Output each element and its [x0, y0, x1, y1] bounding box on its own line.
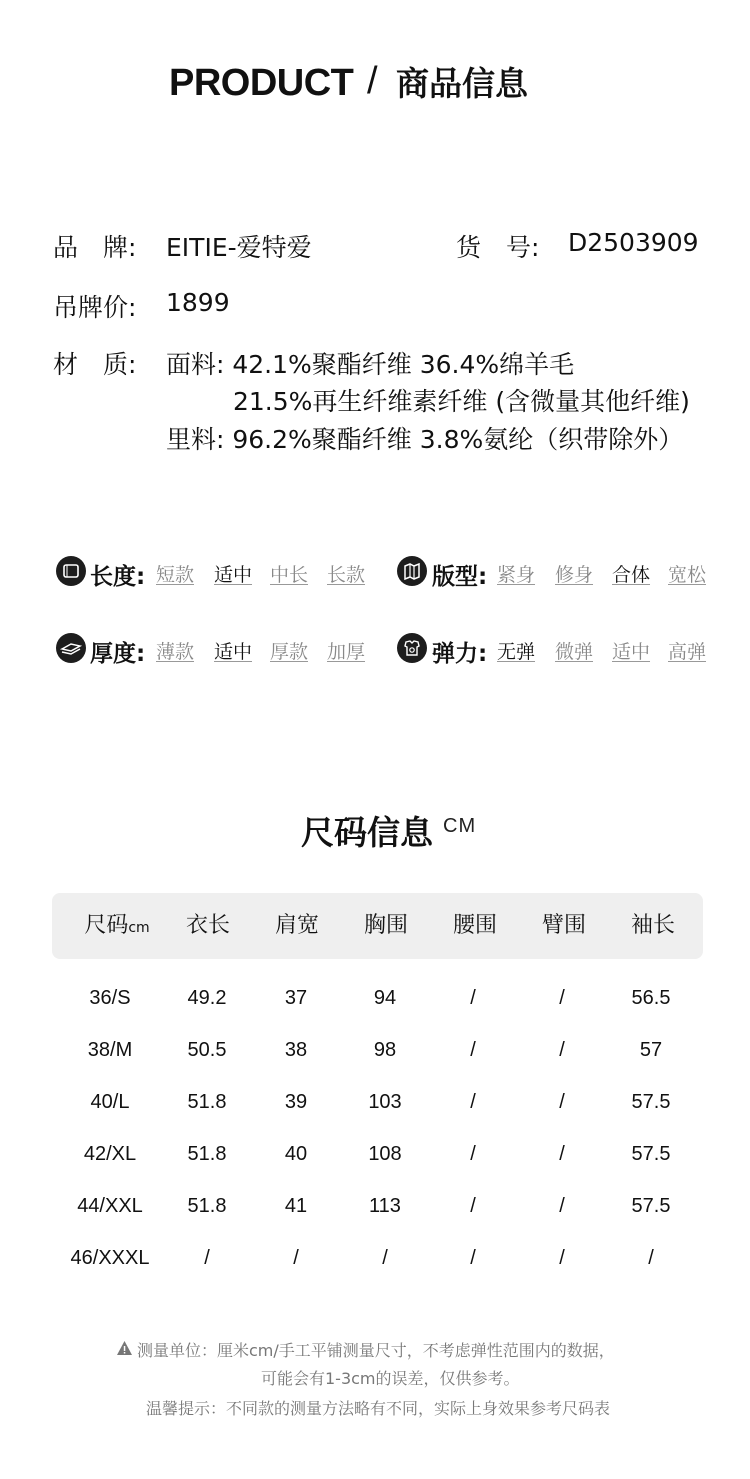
table-cell: 57: [639, 1039, 663, 1061]
fit-option-loose: 宽松: [668, 564, 707, 586]
warning-icon: [116, 1340, 133, 1356]
table-cell: /: [470, 987, 476, 1009]
table-cell: /: [470, 1195, 476, 1217]
material-label: 材 质:: [53, 350, 137, 379]
table-cell: /: [382, 1247, 388, 1269]
fabric-line-1: 面料: 42.1%聚酯纤维 36.4%绵羊毛: [166, 350, 575, 379]
elasticity-icon: [397, 633, 427, 663]
thickness-icon: [56, 633, 86, 663]
table-cell: 57.5: [631, 1091, 671, 1113]
table-cell-size: 38/M: [87, 1039, 133, 1061]
table-cell: 98: [373, 1039, 397, 1061]
header-size-unit: cm: [128, 920, 150, 936]
sku-value: D2503909: [568, 228, 699, 257]
thickness-option-thick: 厚款: [270, 641, 309, 663]
note-line-2: 可能会有1-3cm的误差，仅供参考。: [261, 1369, 520, 1388]
table-cell-size: 44/XXL: [77, 1195, 143, 1217]
size-table-header: [52, 893, 703, 959]
table-cell: /: [470, 1247, 476, 1269]
table-cell: 51.8: [187, 1195, 227, 1217]
thickness-option-medium: 适中: [214, 641, 253, 663]
elasticity-label: 弹力:: [432, 641, 488, 667]
table-cell-size: 40/L: [90, 1091, 130, 1113]
table-cell: 50.5: [187, 1039, 227, 1061]
table-cell: 57.5: [631, 1143, 671, 1165]
fit-label: 版型:: [432, 564, 488, 590]
header-separator: /: [367, 60, 378, 102]
thickness-option-extra-thick: 加厚: [327, 641, 366, 663]
elasticity-option-slight: 微弹: [555, 641, 594, 663]
header-title-en: PRODUCT: [169, 62, 354, 104]
price-value: 1899: [166, 288, 230, 317]
header-cell: 腰围: [452, 913, 497, 938]
table-cell: 57.5: [631, 1195, 671, 1217]
table-cell: /: [204, 1247, 210, 1269]
header-cell: 袖长: [630, 913, 675, 938]
fit-option-regular: 合体: [612, 564, 651, 586]
table-cell: 94: [373, 987, 397, 1009]
brand-label: 品 牌:: [53, 233, 137, 262]
thickness-label: 厚度:: [90, 641, 146, 667]
table-cell: /: [559, 1247, 565, 1269]
table-cell: 38: [284, 1039, 308, 1061]
table-cell: 103: [368, 1091, 402, 1113]
length-option-midlong: 中长: [270, 564, 309, 586]
fabric-line-2: 21.5%再生纤维素纤维 (含微量其他纤维): [233, 387, 690, 416]
elasticity-option-medium: 适中: [612, 641, 651, 663]
header-title-cn: 商品信息: [396, 64, 528, 103]
length-option-short: 短款: [156, 564, 195, 586]
header-cell: 肩宽: [274, 913, 319, 938]
table-cell: 39: [284, 1091, 308, 1113]
size-unit: CM: [443, 815, 477, 837]
table-cell: /: [559, 1039, 565, 1061]
table-cell: 51.8: [187, 1091, 227, 1113]
sku-label: 货 号:: [456, 233, 540, 262]
header-cell: 臂围: [541, 913, 586, 938]
elasticity-option-none: 无弹: [497, 641, 536, 663]
header-size-label: 尺码: [84, 913, 129, 938]
table-cell: 56.5: [631, 987, 671, 1009]
table-cell: /: [559, 1195, 565, 1217]
table-cell: /: [559, 1143, 565, 1165]
table-cell: 113: [369, 1195, 401, 1217]
note-line-1: 测量单位：厘米cm/手工平铺测量尺寸，不考虑弹性范围内的数据，: [137, 1341, 615, 1360]
table-cell: /: [559, 1091, 565, 1113]
elasticity-option-high: 高弹: [668, 641, 707, 663]
header-cell: 衣长: [185, 913, 230, 938]
length-option-medium: 适中: [214, 564, 253, 586]
table-cell-size: 42/XL: [83, 1143, 137, 1165]
table-cell: /: [470, 1091, 476, 1113]
fit-icon: [397, 556, 427, 586]
table-cell: /: [470, 1143, 476, 1165]
lining-line: 里料: 96.2%聚酯纤维 3.8%氨纶（织带除外）: [166, 425, 684, 454]
thickness-option-thin: 薄款: [156, 641, 195, 663]
brand-value: EITIE-爱特爱: [166, 233, 312, 262]
table-cell: 41: [284, 1195, 308, 1217]
price-label: 吊牌价:: [53, 293, 137, 322]
table-cell: 37: [284, 987, 308, 1009]
note-line-3: 温馨提示：不同款的测量方法略有不同，实际上身效果参考尺码表: [146, 1399, 611, 1418]
table-cell: /: [559, 987, 565, 1009]
fit-option-tight: 紧身: [497, 564, 536, 586]
size-title: 尺码信息: [301, 813, 433, 852]
header-cell: 胸围: [363, 913, 408, 938]
table-cell: 108: [368, 1143, 402, 1165]
table-cell: /: [470, 1039, 476, 1061]
length-label: 长度:: [90, 564, 146, 590]
table-cell-size: 36/S: [89, 987, 131, 1009]
length-option-long: 长款: [327, 564, 366, 586]
table-cell-size: 46/XXXL: [70, 1247, 150, 1269]
table-cell: /: [648, 1247, 654, 1269]
table-cell: /: [293, 1247, 299, 1269]
page-header: [0, 58, 750, 108]
fit-option-slim: 修身: [555, 564, 594, 586]
length-icon: [56, 556, 86, 586]
table-cell: 51.8: [187, 1143, 227, 1165]
table-cell: 40: [284, 1143, 308, 1165]
table-cell: 49.2: [187, 987, 227, 1009]
